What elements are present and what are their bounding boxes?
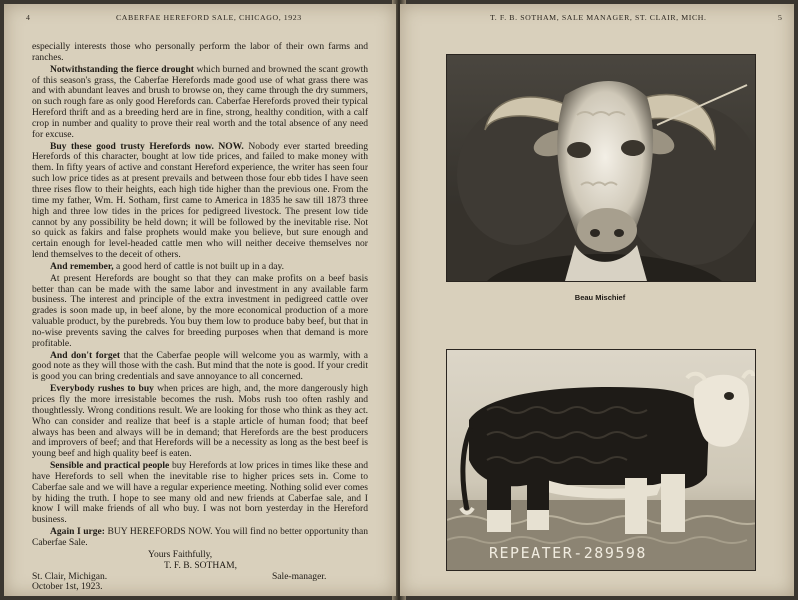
- photo-caption-beau-mischief: Beau Mischief: [574, 293, 626, 302]
- paragraph-lead: And remember,: [50, 260, 114, 272]
- paragraph-everybody-rushes: [32, 384, 368, 460]
- right-page-number: 5: [778, 13, 783, 22]
- paragraph-text: when prices are high, and, the more dangerously high prices fly the more irresistable becomes the rush. Mobs rush too often rashly and thoughtlessly. Wrong conditions result. We are looking for those who think as they act. Who can consider and realize that beef is a staple article of human food; that beef always has been and always will be in demand; that Herefords are the best producers and improvers of beef; and that Herefords will be a necessity as long as the best beef is young beef and high quality beef is eaten.: [32, 383, 368, 460]
- photo-repeater: [446, 349, 756, 571]
- paragraph-text: which burned and browned the scant growth of this season's grass, the Caberfae Herefords made good use of what grass there was and with abundant leaves and brush to browse on, they came through the dry summers, on such rough fare as only good Herefords can. Caberfae Herefords proved their typical Hereford thrift and as a breeding herd are in fine, strong, healthy condition, with a calf crop in number and quality to prove their real worth and the total absence of any need for excuse.: [32, 63, 368, 140]
- standing-bull-picture: [447, 350, 755, 570]
- left-body-text: [32, 42, 368, 593]
- paragraph-dont-forget: [32, 351, 368, 384]
- signature-name: T. F. B. SOTHAM,: [164, 559, 238, 571]
- closing-salutation: Yours Faithfully,: [148, 548, 213, 560]
- photo-label-repeater: REPEATER-289598: [489, 544, 647, 562]
- paragraph-text: that the Caberfae people will welcome you as warmly, with a good note as they will those with the cash. But mind that the note is good. If your credit is good you can bring credentials and save annoyance to all concerned.: [32, 349, 368, 383]
- intro-paragraph: especially interests those who personally perform the labor of their own farms and ranches.: [32, 41, 368, 63]
- paragraph-sensible: [32, 461, 368, 526]
- right-running-title: T. F. B. SOTHAM, SALE MANAGER, ST. CLAIR, MICH.: [490, 13, 707, 22]
- left-page-number: 4: [26, 13, 31, 22]
- paragraph-text: Nobody ever started breeding Herefords of this character, bought at low tide prices, and failed to make money with them. In fifty years of active and constant Hereford experience, the writer has seen four such low price tides as at present prevails and between those four ebb tides I have seen three rises flow to their heights, each high tide higher than the previous one. From the time my father, Wm. H. Sotham, first came to America in 1835 he saw till 1873 three high and three low tides in the prices for pedigreed livestock. The present low tide cannot by any possibility be held down; it will be followed by the inevitable rise. Not so quick as fakirs and false prophets would make you believe, but sure enough and certain enough for level-headed cattle men who will neither deceive themselves nor lend themselves to the deceit of others.: [32, 140, 368, 261]
- left-page: [4, 4, 396, 596]
- paragraph-lead: Again I urge:: [50, 526, 105, 538]
- paragraph-again-urge: [32, 527, 368, 549]
- left-running-title: CABERFAE HEREFORD SALE, CHICAGO, 1923: [116, 13, 302, 22]
- paragraph-lead: Everybody rushes to buy: [50, 383, 154, 395]
- place-line: St. Clair, Michigan.: [32, 570, 108, 582]
- paragraph-at-present: [32, 274, 368, 350]
- paragraph-text: buy Herefords at low prices in times like these and have Herefords to sell when the inevitable rise to higher prices sets in. Come to Caberfae sale and we will have a regular experience meeting. Nothing solid ever comes by hiding the truth. I hope to see many old and new friends at Caberfae sale, and I know I will make friends of all who buy. I was not born yesterday in the Hereford business.: [32, 460, 368, 526]
- paragraph-lead: Buy these good trusty Herefords now. NOW.: [50, 140, 244, 152]
- right-page: [400, 4, 794, 596]
- paragraph-lead: Sensible and practical people: [50, 460, 170, 472]
- paragraph-text: a good herd of cattle is not built up in a day.: [113, 260, 285, 272]
- signature-title: Sale-manager.: [272, 570, 327, 582]
- date-line: October 1st, 1923.: [32, 581, 103, 593]
- paragraph-remember: [32, 262, 368, 273]
- photo-beau-mischief: [446, 54, 756, 282]
- paragraph-lead: Notwithstanding the fierce drought: [50, 63, 194, 75]
- paragraph-lead: And don't forget: [50, 349, 121, 361]
- letter-closing: [32, 550, 368, 593]
- paragraph-text: At present Herefords are bought so that they can make profits on a beef basis better than can be made with the same labor and investment in any available farm business. The interest and principle of the extra investment in pedigreed cattle over grades is soon made up, in beef alone, by the more economical production of a more valuable product, by the purebreds. You buy them low to produce baby beef, but that in no-wise prevents saving the calves for breeding purposes when that demand is more profitable.: [32, 272, 368, 349]
- paragraph-text: BUY HEREFORDS NOW. You will find no better opportunity than Caberfae Sale.: [32, 526, 368, 548]
- paragraph-drought: [32, 65, 368, 141]
- bull-head-picture: [447, 55, 755, 281]
- paragraph-buy-now: [32, 142, 368, 261]
